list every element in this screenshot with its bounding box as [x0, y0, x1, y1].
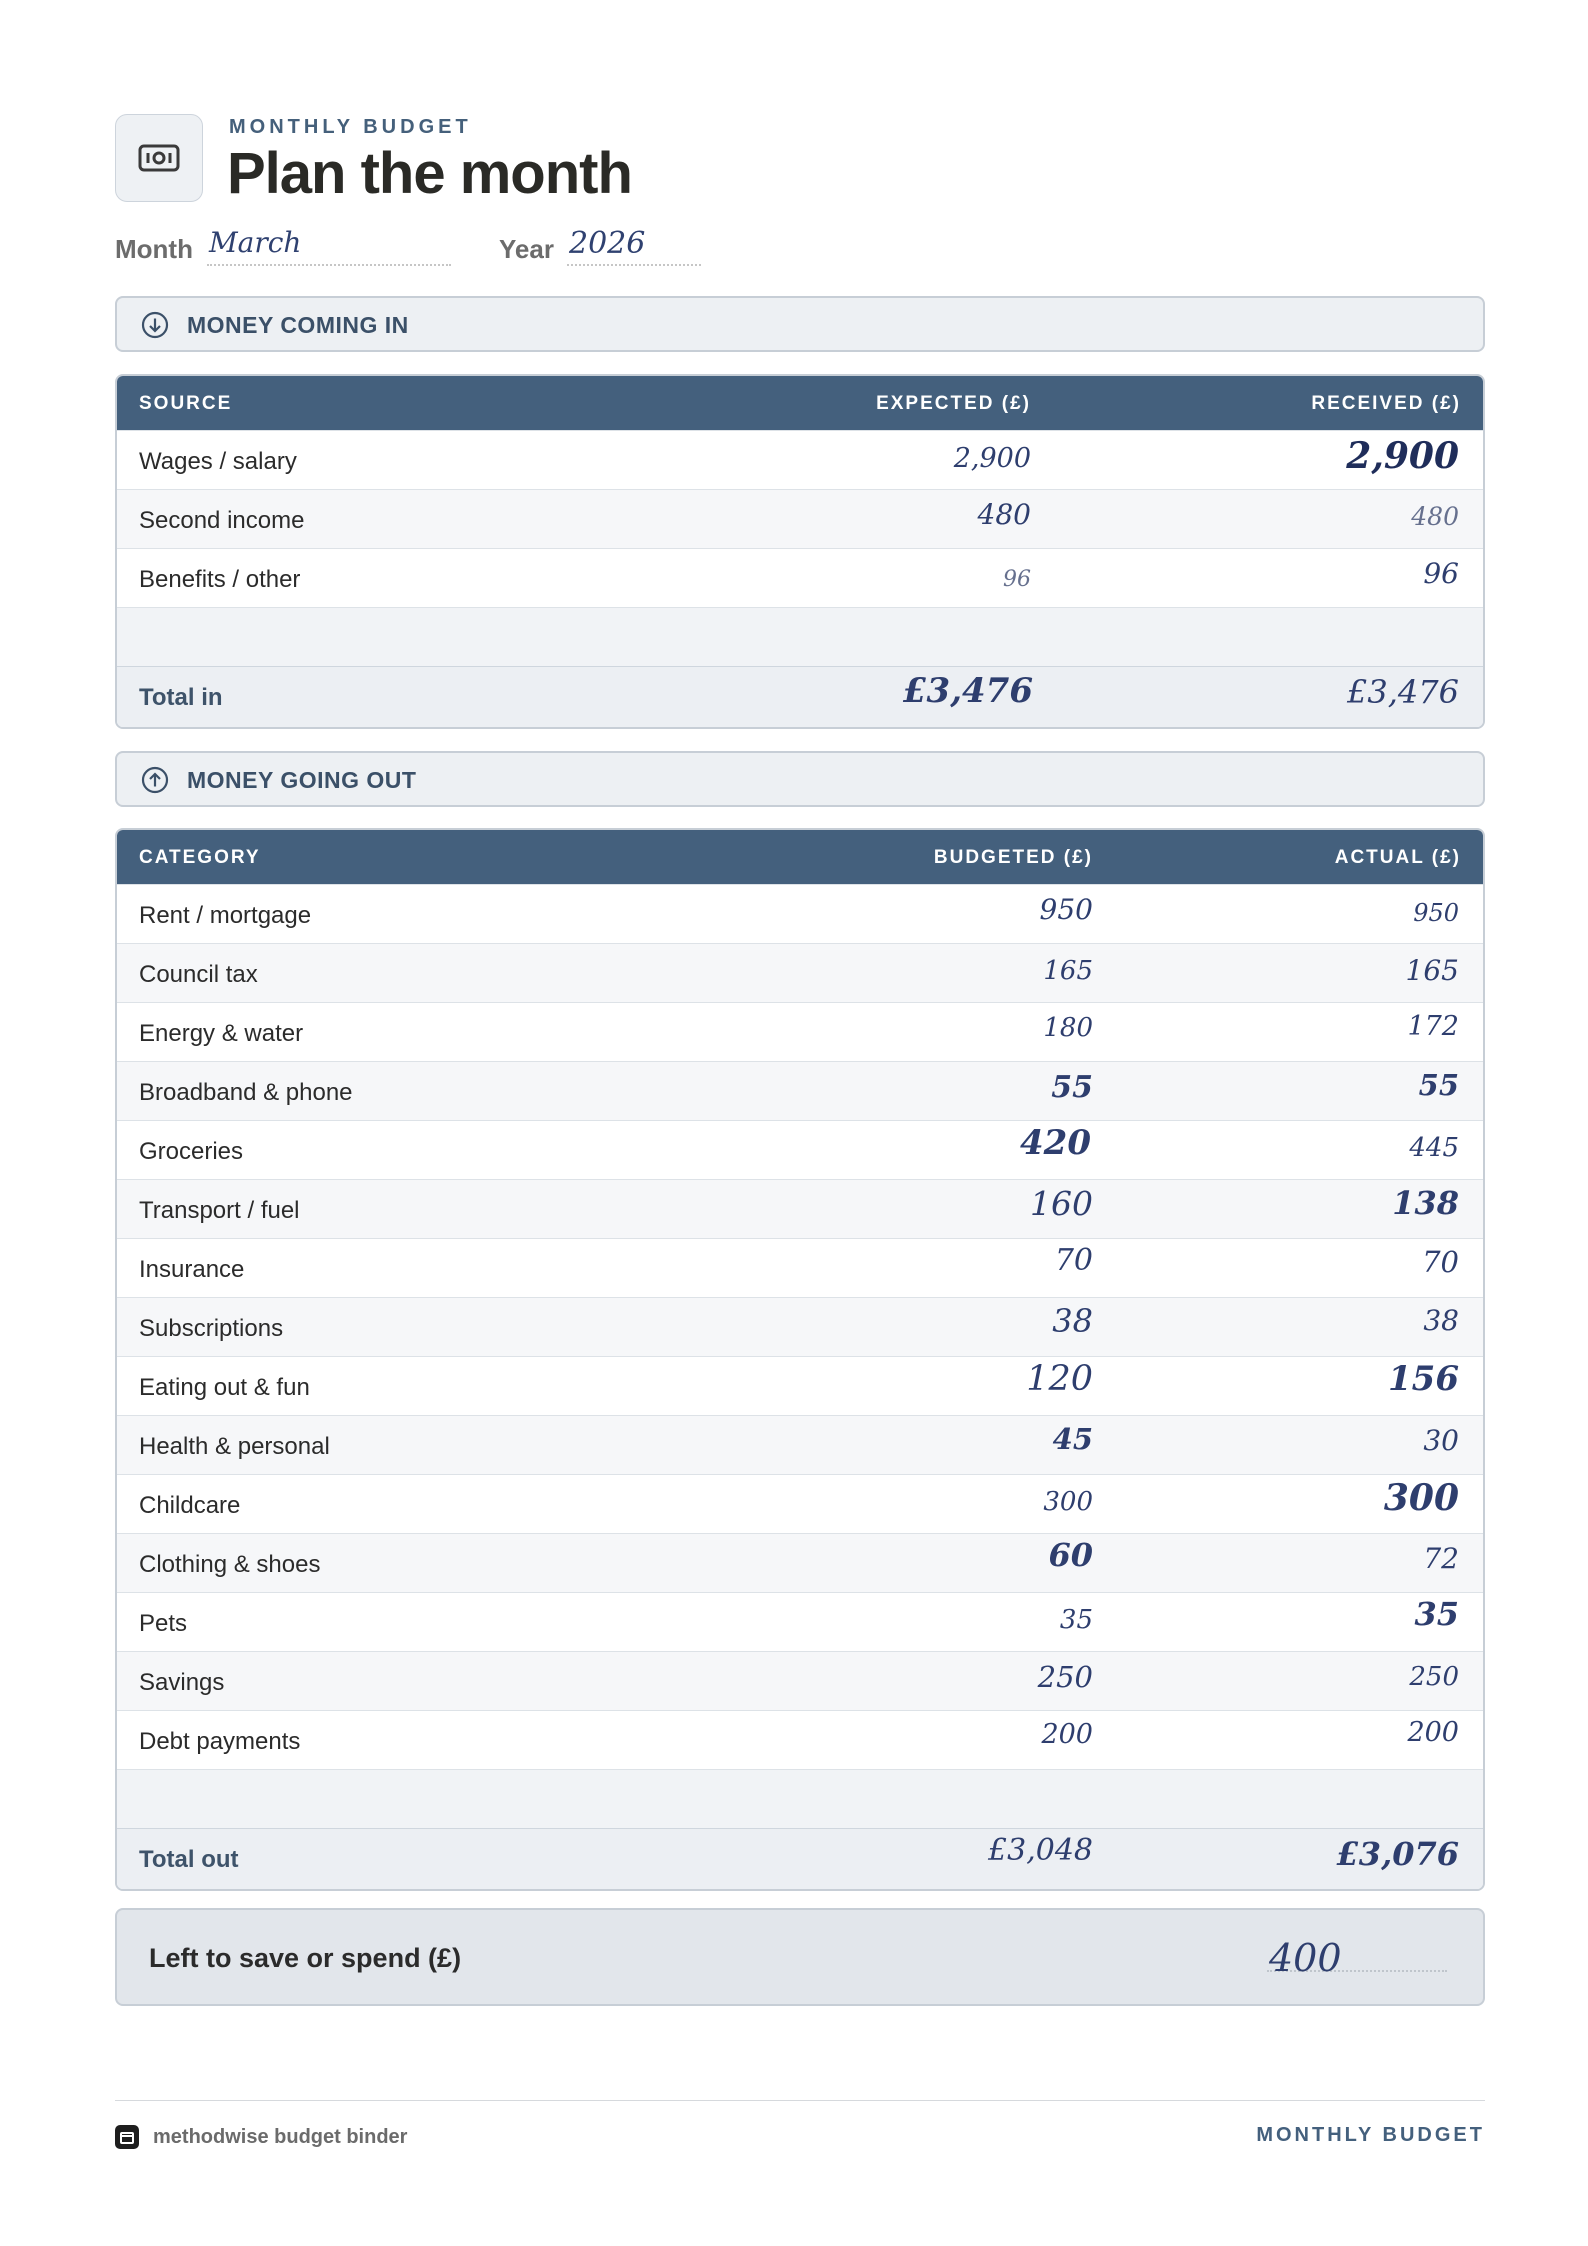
- budgeted-cell[interactable]: 60: [1048, 1536, 1093, 1574]
- footer-brand-text: methodwise budget binder: [153, 2126, 408, 2148]
- table-row: [117, 1710, 1483, 1769]
- table-row: [117, 1297, 1483, 1356]
- total-out-budgeted: £3,048: [988, 1833, 1093, 1868]
- col-budgeted: BUDGETED (£): [933, 847, 1093, 868]
- budgeted-cell[interactable]: 35: [1059, 1605, 1093, 1635]
- col-category: CATEGORY: [139, 847, 261, 868]
- col-expected: EXPECTED (£): [876, 393, 1031, 414]
- row-label: Subscriptions: [139, 1315, 284, 1342]
- table-row: [117, 1120, 1483, 1179]
- actual-cell[interactable]: 35: [1414, 1595, 1459, 1633]
- actual-cell[interactable]: 38: [1423, 1304, 1459, 1337]
- expenses-table-header: [117, 830, 1483, 884]
- col-received: RECEIVED (£): [1311, 393, 1461, 414]
- income-table: [115, 374, 1485, 729]
- received-cell[interactable]: 96: [1423, 557, 1459, 590]
- footer-divider: [115, 2100, 1485, 2101]
- actual-cell[interactable]: 950: [1413, 899, 1459, 927]
- budgeted-cell[interactable]: 70: [1054, 1243, 1093, 1278]
- actual-cell[interactable]: 250: [1409, 1662, 1459, 1692]
- row-label: Benefits / other: [139, 566, 301, 593]
- actual-cell[interactable]: 30: [1423, 1424, 1459, 1457]
- actual-cell[interactable]: 70: [1422, 1245, 1459, 1279]
- table-row: [117, 1002, 1483, 1061]
- table-row: [117, 943, 1483, 1002]
- row-label: Insurance: [139, 1256, 245, 1283]
- table-row: [117, 1592, 1483, 1651]
- actual-cell[interactable]: 72: [1423, 1542, 1459, 1575]
- page-header: [115, 114, 1485, 214]
- row-label: Childcare: [139, 1492, 241, 1519]
- row-label: Health & personal: [139, 1433, 330, 1460]
- row-label: Council tax: [139, 961, 258, 988]
- col-source: SOURCE: [139, 393, 233, 414]
- table-row: [117, 1474, 1483, 1533]
- row-label: Energy & water: [139, 1020, 304, 1047]
- total-in-received: £3,476: [1347, 673, 1459, 711]
- section-money-in-label: MONEY COMING IN: [187, 312, 409, 338]
- budgeted-cell[interactable]: 38: [1052, 1302, 1093, 1340]
- table-row: [117, 1179, 1483, 1238]
- expected-cell[interactable]: 2,900: [953, 443, 1031, 474]
- budgeted-cell[interactable]: 120: [1026, 1359, 1093, 1399]
- expected-cell[interactable]: 96: [1003, 567, 1031, 592]
- budgeted-cell[interactable]: 55: [1051, 1070, 1093, 1105]
- budgeted-cell[interactable]: 180: [1043, 1013, 1093, 1043]
- col-actual: ACTUAL (£): [1334, 847, 1461, 868]
- row-label: Savings: [139, 1669, 225, 1696]
- arrow-up-circle-icon: [141, 766, 169, 794]
- row-label: Groceries: [139, 1138, 244, 1165]
- table-row: [117, 430, 1483, 489]
- table-row: [117, 548, 1483, 607]
- banknote-icon: [115, 114, 203, 202]
- month-label: Month: [115, 234, 193, 264]
- actual-cell[interactable]: 445: [1409, 1133, 1459, 1163]
- month-year-fields: [115, 226, 1015, 272]
- arrow-down-circle-icon: [141, 311, 169, 339]
- total-in-row: [117, 666, 1483, 727]
- received-cell[interactable]: 2,900: [1346, 435, 1459, 477]
- left-over-summary: [115, 1908, 1485, 2006]
- section-money-in: [115, 296, 1485, 352]
- section-money-out-label: MONEY GOING OUT: [187, 767, 417, 793]
- actual-cell[interactable]: 138: [1392, 1184, 1459, 1222]
- table-row: [117, 489, 1483, 548]
- page-eyebrow: MONTHLY BUDGET: [229, 116, 472, 138]
- row-label: Pets: [139, 1610, 188, 1637]
- budget-page: [115, 0, 1485, 2246]
- budgeted-cell[interactable]: 160: [1030, 1184, 1093, 1223]
- table-row: [117, 1061, 1483, 1120]
- total-out-label: Total out: [139, 1846, 239, 1873]
- binder-icon: [115, 2125, 139, 2149]
- row-label: Eating out & fun: [139, 1374, 310, 1401]
- row-label: Clothing & shoes: [139, 1551, 321, 1578]
- total-in-label: Total in: [139, 684, 223, 711]
- budgeted-cell[interactable]: 200: [1041, 1719, 1093, 1750]
- total-in-expected: £3,476: [902, 671, 1033, 711]
- row-label: Rent / mortgage: [139, 902, 312, 929]
- row-label: Second income: [139, 507, 305, 534]
- row-label: Debt payments: [139, 1728, 301, 1755]
- row-label: Broadband & phone: [139, 1079, 353, 1106]
- table-row: [117, 1238, 1483, 1297]
- total-out-row: [117, 1828, 1483, 1889]
- table-row-blank: [117, 607, 1483, 666]
- income-table-header: [117, 376, 1483, 430]
- actual-cell[interactable]: 165: [1405, 954, 1459, 987]
- budgeted-cell[interactable]: 250: [1037, 1660, 1093, 1694]
- actual-cell[interactable]: 200: [1407, 1717, 1459, 1748]
- budgeted-cell[interactable]: 420: [1020, 1123, 1091, 1163]
- footer-page-name: MONTHLY BUDGET: [1256, 2124, 1485, 2146]
- table-row-blank: [117, 1769, 1483, 1828]
- received-cell[interactable]: 480: [1411, 502, 1459, 531]
- section-money-out: [115, 751, 1485, 807]
- table-row: [117, 1415, 1483, 1474]
- budgeted-cell[interactable]: 165: [1043, 956, 1093, 986]
- table-row: [117, 884, 1483, 943]
- actual-cell[interactable]: 156: [1388, 1359, 1459, 1399]
- actual-cell[interactable]: 300: [1383, 1477, 1459, 1519]
- left-over-label: Left to save or spend (£): [149, 1943, 462, 1973]
- year-label: Year: [499, 234, 554, 264]
- table-row: [117, 1356, 1483, 1415]
- expected-cell[interactable]: 480: [977, 498, 1031, 531]
- budgeted-cell[interactable]: 950: [1039, 893, 1093, 926]
- month-field[interactable]: March: [207, 226, 451, 266]
- table-row: [117, 1651, 1483, 1710]
- left-over-value[interactable]: 400: [1269, 1936, 1342, 1980]
- row-label: Wages / salary: [139, 448, 297, 475]
- year-field[interactable]: 2026: [567, 226, 701, 266]
- budgeted-cell[interactable]: 45: [1052, 1422, 1093, 1456]
- table-row: [117, 1533, 1483, 1592]
- actual-cell[interactable]: 55: [1418, 1068, 1459, 1102]
- budgeted-cell[interactable]: 300: [1043, 1487, 1093, 1517]
- actual-cell[interactable]: 172: [1407, 1011, 1459, 1042]
- row-label: Transport / fuel: [139, 1197, 300, 1224]
- total-out-actual: £3,076: [1336, 1835, 1459, 1873]
- expenses-table: [115, 828, 1485, 1891]
- page-title: Plan the month: [227, 141, 632, 206]
